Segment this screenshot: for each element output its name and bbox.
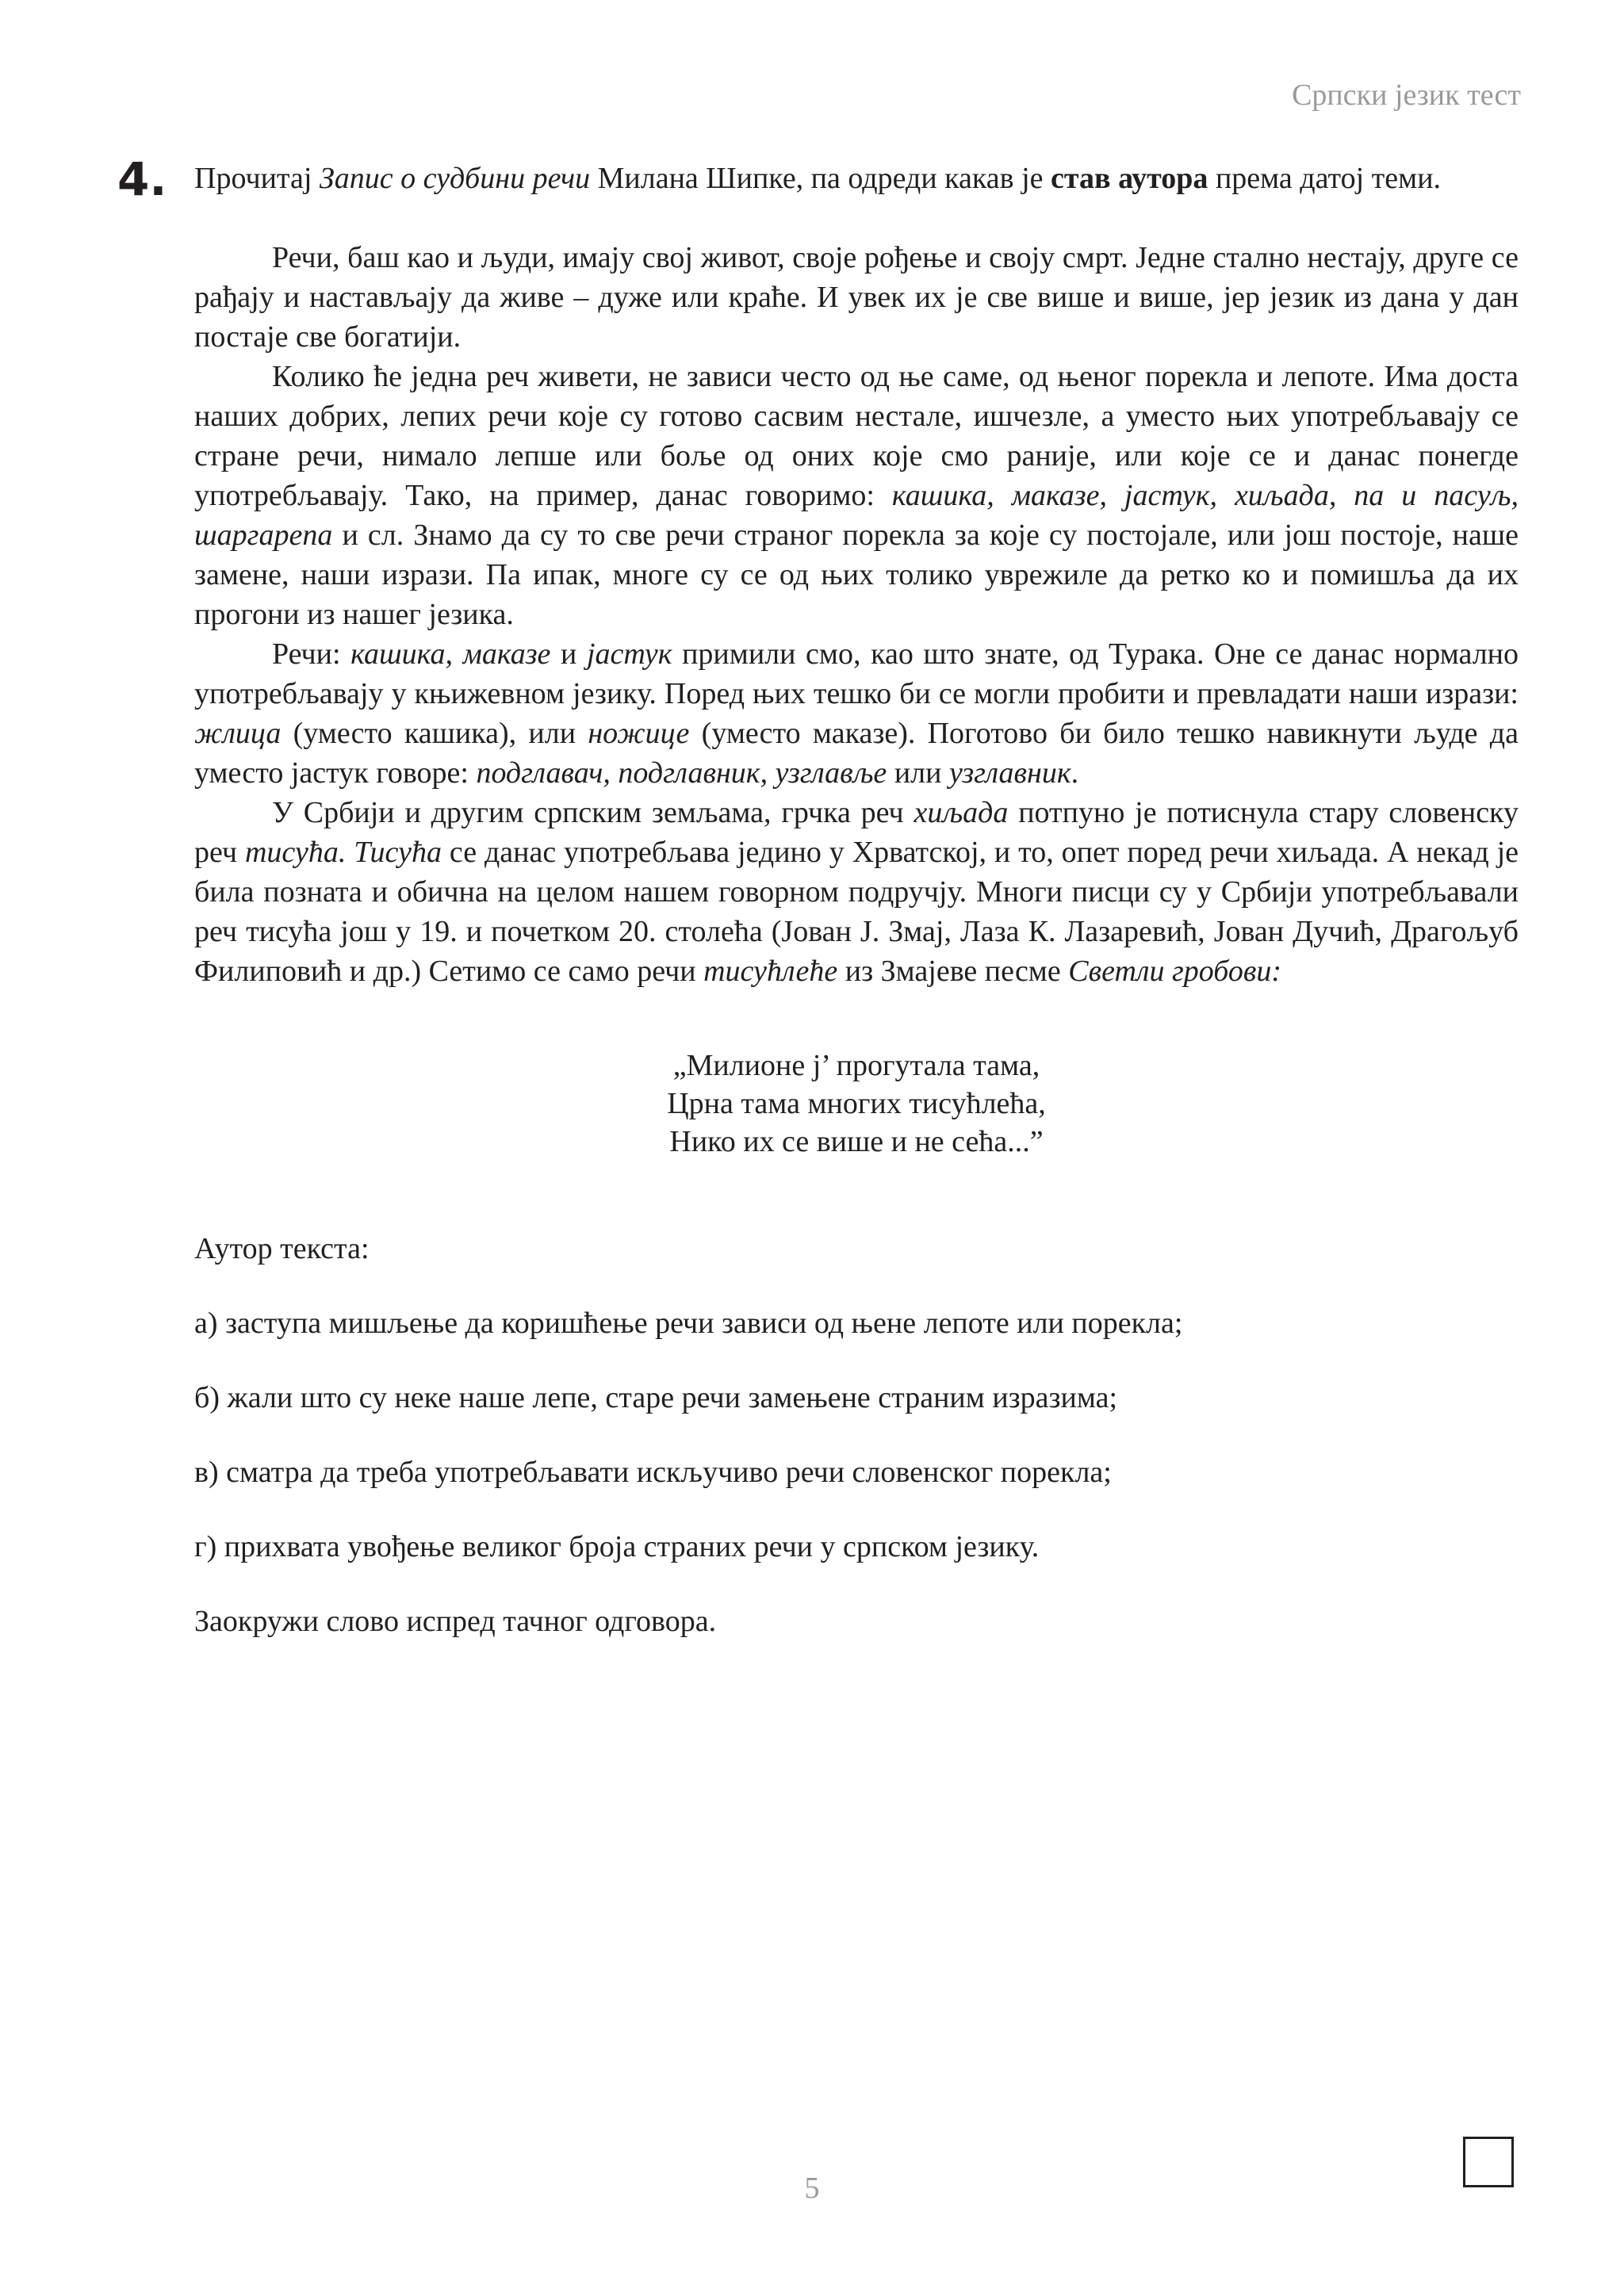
poem-line: Црна тама многих тисућлећа, [667,1087,1046,1120]
question-content [194,159,1519,1676]
question-intro: Прочитај Запис о судбини речи Милана Шипке, па одреди какав је став аутора према датој теми. [194,162,1442,195]
passage-paragraph-2: Колико ће једна реч живети, не зависи често од ње саме, од њеног порекла и лепоте. Има доста наших добрих, лепих речи које су готово сасвим нестале, ишчезле, а уместо њих употребљавају се стране речи, нимало лепше или боље од оних које смо раније, или које се и данас понегде употребљавају. Тако, на пример, данас говоримо: кашика, маказе, јастук, хиљада, па и пасуљ, шаргарепа и сл. Знамо да су то све речи страног порекла за које су постојале, или још постоје, наше замене, наши изрази. Па ипак, многе су се од њих толико уврежиле да ретко ко и помишља да их прогони из нашег језика. [194,360,1519,631]
page-number: 5 [804,2172,820,2205]
passage-paragraph-4: У Србији и другим српским земљама, грчка реч хиљада потпуно је потиснула стару словенску реч тисућа. Тисућа се данас употребљава једино у Хрватској, и то, опет поред речи хиљада. А некад је била позната и обична на целом нашем говорном подручју. Многи писци су у Србији употребљавали реч тисућа још у 19. и почетком 20. столећа (Јован Ј. Змај, Лаза К. Лазаревић, Јован Дучић, Драгољуб Филиповић и др.) Сетимо се само речи тисућлеће из Змајеве песме Светли гробови: [194,796,1519,988]
question-prompt: Аутор текста: [194,1232,370,1265]
page-header-subject: Српски језик тест [1292,78,1521,112]
instruction: Заокружи слово испред тачног одговора. [194,1605,717,1638]
option-a[interactable]: а) заступа мишљење да коришћење речи зависи од њене лепоте или порекла; [194,1307,1183,1340]
option-c[interactable]: в) сматра да треба употребљавати искључиво речи словенског порекла; [194,1456,1112,1489]
option-d[interactable]: г) прихвата увођење великог броја страних речи у српском језику. [194,1530,1040,1563]
passage-paragraph-1: Речи, баш као и људи, имају свој живот, своје рођење и своју смрт. Једне стално нестају, друге се рађају и настављају да живе – дуже или краће. И увек их је све више и више, јер језик из дана у дан постаје све богатији. [194,241,1519,354]
answer-section [194,1229,1519,1641]
poem-line: „Милионе ј’ прогутала тама, [672,1049,1040,1082]
question-number: 4. [117,152,167,206]
poem-line: Нико их се више и не сећа...” [669,1125,1044,1158]
reading-passage [194,238,1519,1161]
emphasis-author-stance: став аутора [1051,162,1208,195]
poem-quote [194,1047,1519,1161]
option-b[interactable]: б) жали што су неке наше лепе, старе речи замењене страним изразима; [194,1381,1118,1414]
passage-paragraph-3: Речи: кашика, маказе и јастук примили смо, као што знате, од Турака. Оне се данас нормално употребљавају у књижевном језику. Поред њих тешко би се могли пробити и превладати наши изрази: жлица (уместо кашика), или ножице (уместо маказе). Поготово би било тешко навикнути људе да уместо јастук говоре: подглавач, подглавник, узглавље или узглавник. [194,637,1519,790]
source-title: Запис о судбини речи [319,162,591,195]
